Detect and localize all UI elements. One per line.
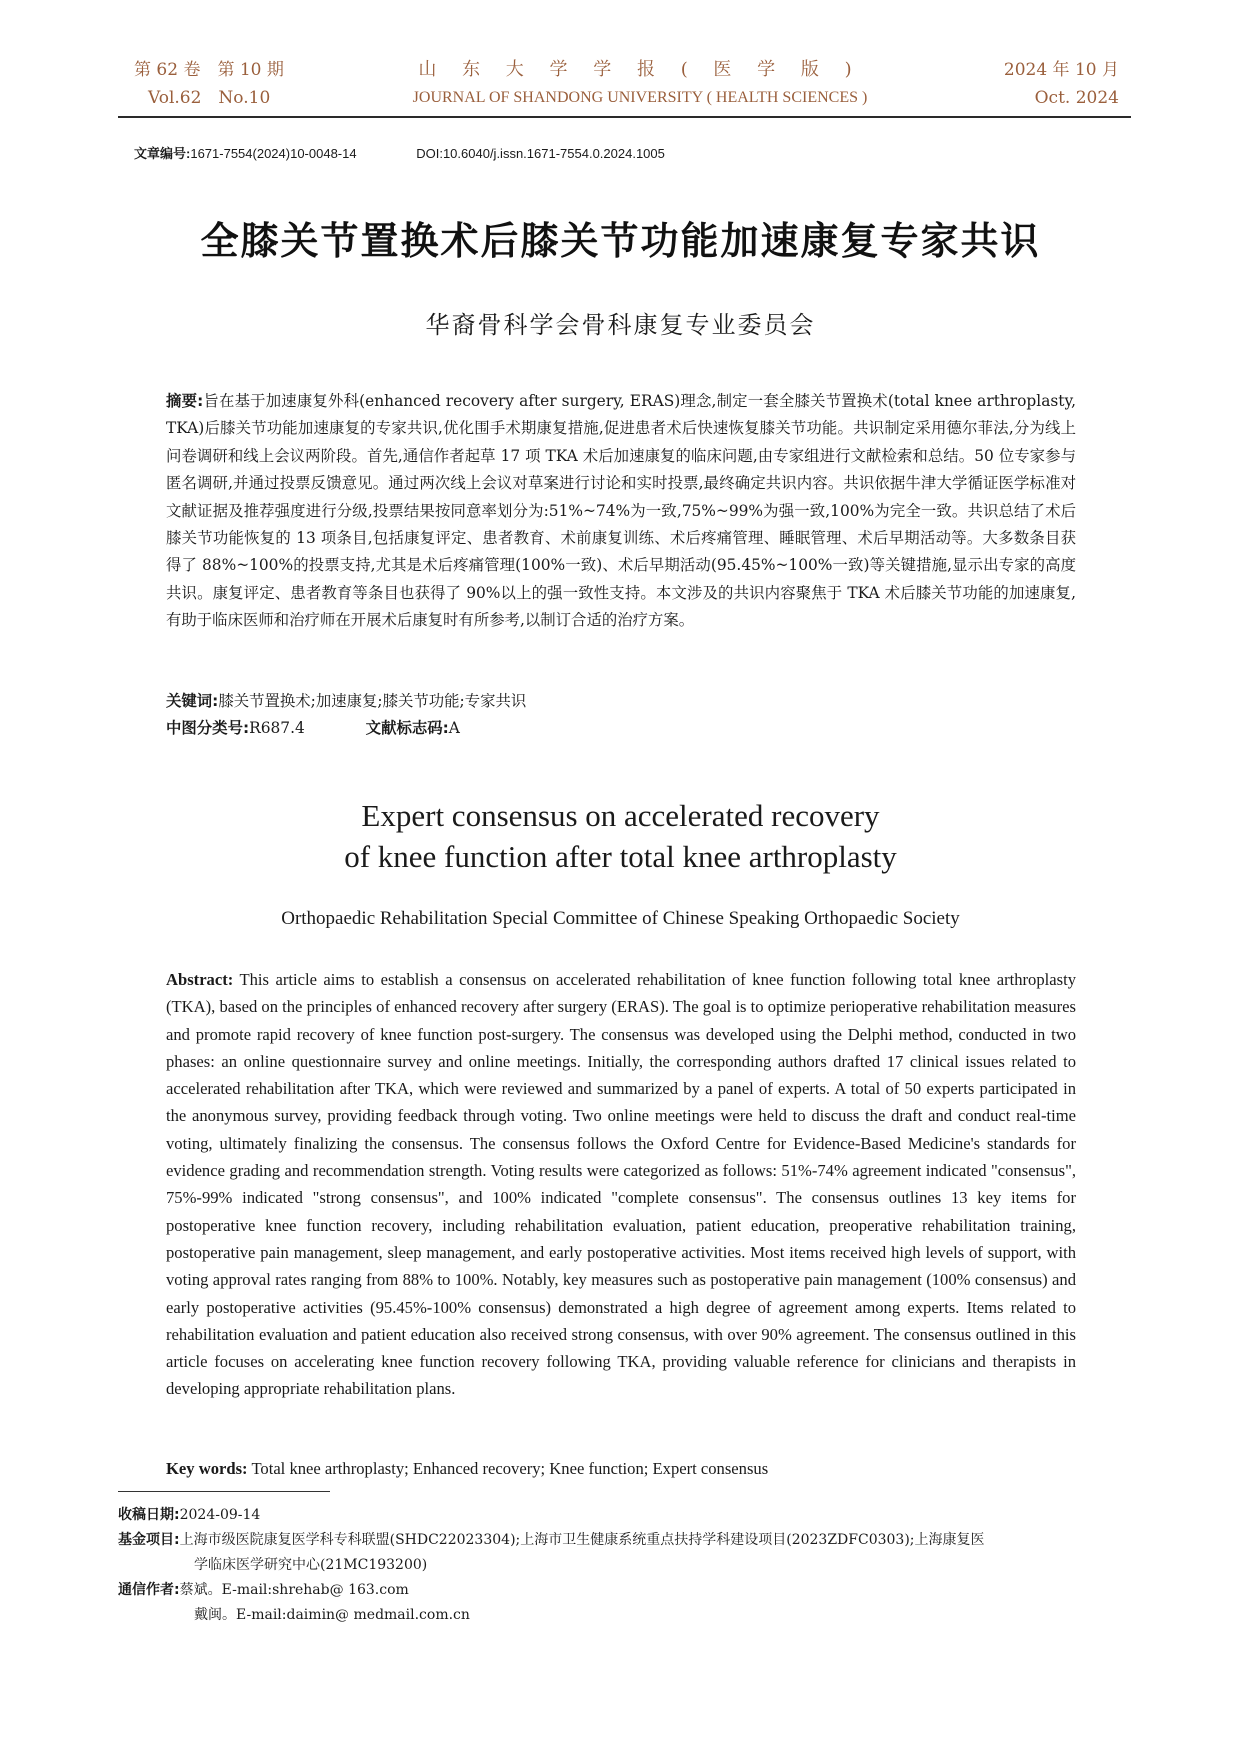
journal-name-cn: 山 东 大 学 学 报 ( 医 学 版 ) [418,59,862,80]
keywords-en-label: Key words: [166,1459,248,1478]
author-en: Orthopaedic Rehabilitation Special Committee of Chinese Speaking Orthopaedic Society [281,908,960,929]
fund-line2: 学临床医学研究中心(21MC193200) [194,1557,428,1573]
abstract-cn-label: 摘要: [166,392,204,410]
abstract-cn [166,388,1076,635]
clc-value: R687.4 [249,719,305,737]
clc-label: 中图分类号: [166,719,250,737]
volume-cn: 第 62 卷 第 10 期 [134,60,284,80]
received-value: 2024-09-14 [179,1507,261,1523]
corr-line2: 戴闽。E-mail:daimin@ medmail.com.cn [194,1607,470,1623]
fund-line1: 上海市级医院康复医学科专科联盟(SHDC22023304);上海市卫生健康系统重点扶持学科建设项目(2023ZDFC0303);上海康复医 [179,1532,985,1548]
volume-en: Vol.62 No.10 [148,88,271,108]
doi-label: DOI: [416,146,443,161]
fund-label: 基金项目: [118,1532,180,1548]
received-date [118,1503,1123,1528]
classification [166,715,460,742]
doc-code-block [366,719,460,737]
received-label: 收稿日期: [118,1507,180,1523]
keywords-en-text: Total knee arthroplasty; Enhanced recovery; Knee function; Expert consensus [251,1459,769,1478]
doc-code-value: A [448,719,460,737]
doc-code-label: 文献标志码: [365,719,449,737]
title-en [0,795,1241,877]
article-meta [134,143,665,162]
title-cn: 全膝关节置换术后膝关节功能加速康复专家共识 [200,219,1041,263]
journal-name-en: JOURNAL OF SHANDONG UNIVERSITY ( HEALTH SCIENCES ) [412,89,868,106]
header-divider [118,116,1131,118]
doi-block [416,146,665,161]
abstract-en-text: This article aims to establish a consensus on accelerated rehabilitation of knee function following total knee arthroplasty (TKA), based on the principles of enhanced recovery after surgery (ERAS). The goal is to optimize perioperative rehabilitation measures and promote rapid recovery of knee function post-surgery. The consensus was developed using the Delphi method, conducted in two phases: an online questionnaire survey and online meetings. Initially, the corresponding authors drafted 17 clinical issues related to accelerated rehabilitation after TKA, which were reviewed and summarized by a panel of experts. A total of 50 experts participated in the anonymous survey, providing feedback through voting. Two online meetings were held to discuss the draft and conduct real-time voting, ultimately finalizing the consensus. The consensus follows the Oxford Centre for Evidence-Based Medicine's standards for evidence grading and recommendation strength. Voting results were categorized as follows: 51%-74% agreement indicated "consensus", 75%-99% indicated "strong consensus", and 100% indicated "complete consensus". The consensus outlines 13 key items for postoperative knee function recovery, including rehabilitation evaluation, patient education, preoperative rehabilitation training, postoperative pain management, sleep management, and early postoperative activities. Most items received high levels of support, with voting approval rates ranging from 88% to 100%. Notably, key measures such as postoperative pain management (100% consensus) and early postoperative activities (95.45%-100% consensus) demonstrated a high degree of agreement among experts. Items related to rehabilitation evaluation and patient education also received strong consensus, with over 90% agreement. The consensus outlined in this article focuses on accelerating knee function recovery following TKA, providing valuable reference for clinicians and therapists in developing appropriate rehabilitation plans. [166,970,1076,1399]
corr-line1: 蔡斌。E-mail:shrehab@ 163.com [179,1582,409,1598]
abstract-en [166,966,1076,1403]
abstract-cn-text: 旨在基于加速康复外科(enhanced recovery after surgery, ERAS)理念,制定一套全膝关节置换术(total knee arthroplasty, TKA)后膝关节功能加速康复的专家共识,优化围手术期康复措施,促进患者术后快速恢复膝关节功能。共识制定采用德尔菲法,分为线上问卷调研和线上会议两阶段。首先,通信作者起草 17 项 TKA 术后加速康复的临床问题,由专家组进行文献检索和总结。50 位专家参与匿名调研,并通过投票反馈意见。通过两次线上会议对草案进行讨论和实时投票,最终确定共识内容。共识依据牛津大学循证医学标准对文献证据及推荐强度进行分级,投票结果按同意率划分为:51%~74%为一致,75%~99%为强一致,100%为完全一致。共识总结了术后膝关节功能恢复的 13 项条目,包括康复评定、患者教育、术前康复训练、术后疼痛管理、睡眠管理、术后早期活动等。大多数条目获得了 88%~100%的投票支持,尤其是术后疼痛管理(100%一致)、术后早期活动(95.45%~100%一致)等关键措施,显示出专家的高度共识。康复评定、患者教育等条目也获得了 90%以上的强一致性支持。本文涉及的共识内容聚焦于 TKA 术后膝关节功能的加速康复,有助于临床医师和治疗师在开展术后康复时有所参考,以制订合适的治疗方案。 [166,392,1076,630]
date-en: Oct. 2024 [1034,88,1119,108]
article-no: 1671-7554(2024)10-0048-14 [190,146,357,161]
abstract-en-label: Abstract: [166,970,234,989]
title-en-line1: Expert consensus on accelerated recovery [361,798,880,833]
footnote-divider [118,1491,330,1492]
header-date [949,56,1119,112]
keywords-cn-label: 关键词: [166,692,219,710]
keywords-cn-text: 膝关节置换术;加速康复;膝关节功能;专家共识 [218,692,527,710]
corr-label: 通信作者: [118,1582,180,1598]
doi-value: 10.6040/j.issn.1671-7554.0.2024.1005 [442,146,665,161]
author-cn: 华裔骨科学会骨科康复专业委员会 [425,311,816,339]
date-cn: 2024 年 10 月 [1003,60,1119,80]
header-volume [134,56,334,112]
title-en-line2: of knee function after total knee arthroplasty [344,839,897,874]
corresponding-authors [118,1578,1123,1628]
keywords-en [166,1455,768,1482]
funding [118,1528,1123,1578]
article-no-label: 文章编号: [134,146,191,161]
header-journal [360,56,920,112]
keywords-cn [166,688,526,715]
